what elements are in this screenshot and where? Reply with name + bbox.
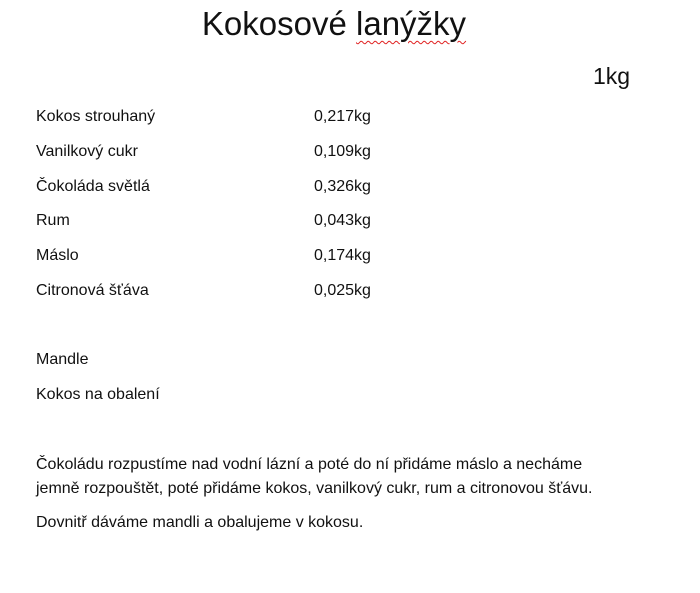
- ingredient-row: [36, 105, 536, 140]
- extra-ingredient: Mandle: [36, 351, 89, 368]
- ingredient-row: [36, 244, 536, 279]
- ingredient-quantity: 0,109kg: [314, 142, 371, 160]
- ingredient-quantity: 0,217kg: [314, 108, 371, 125]
- extra-ingredient: Kokos na obalení: [36, 385, 160, 403]
- ingredient-name: Kokos strouhaný: [36, 108, 156, 125]
- extra-ingredients: [36, 348, 536, 417]
- ingredient-row: [36, 175, 536, 210]
- title-misspelled-word: lanýžky: [356, 5, 467, 42]
- ingredient-list: [36, 105, 536, 314]
- ingredient-name: Citronová šťáva: [36, 281, 149, 299]
- ingredient-name: Čokoláda světlá: [36, 177, 150, 195]
- batch-size: 1kg: [593, 63, 631, 89]
- document-title: [0, 3, 668, 45]
- ingredient-name: Rum: [36, 212, 70, 230]
- instructions: [36, 453, 616, 545]
- ingredient-quantity: 0,025kg: [314, 281, 371, 299]
- ingredient-quantity: 0,043kg: [314, 212, 371, 230]
- title-text: Kokosové: [201, 5, 357, 42]
- ingredient-row: [36, 140, 536, 175]
- ingredient-name: Máslo: [36, 247, 79, 265]
- ingredient-row: [36, 279, 536, 314]
- instruction-paragraph: Dovnitř dáváme mandli a obalujeme v kokosu.: [36, 514, 364, 531]
- ingredient-quantity: 0,174kg: [314, 247, 371, 265]
- ingredient-quantity: 0,326kg: [314, 177, 371, 195]
- instruction-paragraph: Čokoládu rozpustíme nad vodní lázní a poté do ní přidáme máslo a necháme jemně rozpouštět, poté přidáme kokos, vanilkový cukr, rum a citronovou šťávu.: [36, 456, 593, 497]
- ingredient-name: Vanilkový cukr: [36, 142, 138, 160]
- ingredient-row: [36, 209, 536, 244]
